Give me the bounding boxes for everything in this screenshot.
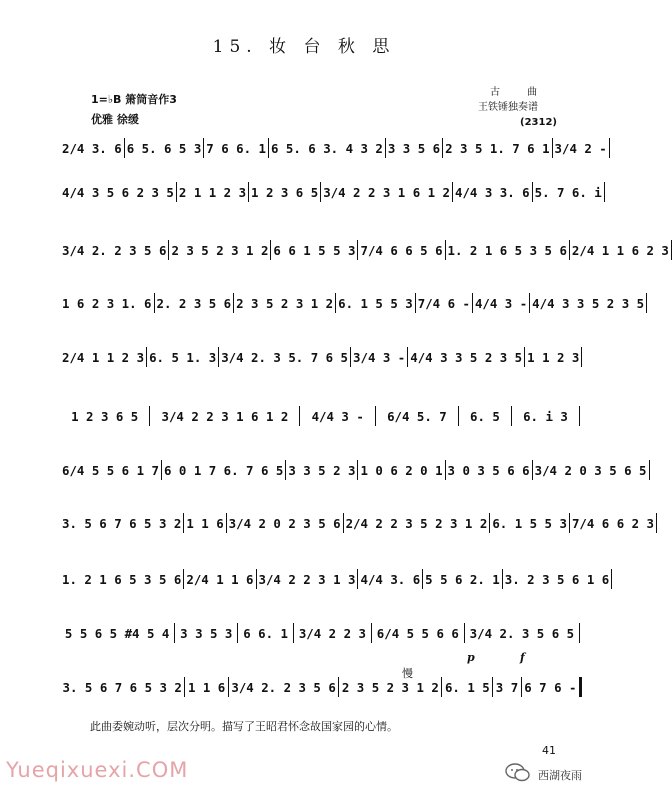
tempo-marking: 优雅 徐缓 <box>91 113 139 126</box>
barline <box>464 623 465 643</box>
staff-line <box>62 395 582 435</box>
measure: 1. 2 1 6 5 3 5 6 <box>447 242 567 258</box>
measure: 3/4 3 - <box>353 349 406 365</box>
measure: 3/4 2 2 3 1 3 <box>258 571 356 587</box>
barline <box>407 347 408 367</box>
site-watermark: Yueqixuexi.COM <box>6 758 189 782</box>
measure: 3/4 2. 2 3 5 6 <box>62 242 167 258</box>
barline <box>524 347 525 367</box>
barline <box>532 182 533 202</box>
barline <box>343 513 344 533</box>
barline <box>233 293 234 313</box>
dynamic-piano: p <box>467 651 475 664</box>
barline <box>442 138 443 158</box>
measure: 4/4 3 - <box>311 408 364 424</box>
barline <box>511 406 512 426</box>
measure: 3/4 2 2 3 1 6 1 2 <box>161 408 289 424</box>
barline <box>609 138 610 158</box>
measure: 1 1 6 <box>187 679 226 695</box>
measure: 6. i 3 <box>523 408 568 424</box>
barline <box>168 240 169 260</box>
measure: 3/4 2 2 3 1 6 1 2 <box>323 184 451 200</box>
measure: 3/4 2. 3 5 6 5 <box>469 625 575 641</box>
measure-row <box>62 676 582 698</box>
barline <box>320 182 321 202</box>
measure: 2 3 5 2 3 1 2 <box>171 242 269 258</box>
account-watermark: 西湖夜雨 <box>538 769 582 782</box>
measure-row <box>62 137 607 159</box>
barline <box>611 569 612 589</box>
dynamic-forte: f <box>520 651 525 664</box>
staff-line <box>62 336 582 376</box>
barline <box>445 240 446 260</box>
measure-row <box>62 568 610 590</box>
barline <box>149 406 150 426</box>
measure: 3/4 2 2 3 <box>298 625 366 641</box>
measure: 4/4 3 3 5 2 3 5 <box>532 295 645 311</box>
measure: 3. 5 6 7 6 5 3 2 <box>62 679 182 695</box>
measure: 1 1 6 <box>186 515 224 531</box>
barline <box>371 623 372 643</box>
barline <box>569 240 570 260</box>
barline <box>458 406 459 426</box>
barline <box>237 623 238 643</box>
measure: 7 6 6. 1 <box>206 140 266 156</box>
page-title: 15. 妆 台 秋 思 <box>212 37 396 57</box>
barline <box>581 347 582 367</box>
measure: 3. 5 6 7 6 5 3 2 <box>62 515 182 531</box>
measure-row <box>62 512 654 534</box>
barline <box>154 293 155 313</box>
key-signature: 1=♭B 箫筒音作3 <box>91 93 177 106</box>
measure: 5 5 6 2. 1 <box>425 571 500 587</box>
measure: 6 0 1 7 6. 7 6 5 <box>163 462 284 478</box>
barline <box>415 293 416 313</box>
measure: 2 3 5 2 3 1 2 <box>236 295 334 311</box>
measure: 1 2 3 6 5 <box>71 408 139 424</box>
barline <box>357 569 358 589</box>
measure: 3/4 2 0 3 5 6 5 <box>534 462 647 478</box>
measure: 7/4 6 6 2 3 <box>571 515 654 531</box>
staff-line <box>62 666 582 706</box>
measure: 6/4 5 5 6 6 <box>376 625 459 641</box>
barline <box>183 569 184 589</box>
barline <box>357 460 358 480</box>
measure-row <box>62 239 669 261</box>
barline <box>422 569 423 589</box>
measure: 3 7 <box>495 679 519 695</box>
arranger-label: 王铁锤独奏谱 <box>478 102 538 113</box>
pickup-note: (2312) <box>520 117 557 128</box>
barline <box>375 406 376 426</box>
measure: 6/4 5. 7 <box>387 408 447 424</box>
barline <box>203 138 204 158</box>
barline <box>646 293 647 313</box>
measure: 1 2 3 6 5 <box>251 184 319 200</box>
measure: 5. 7 6. i <box>534 184 602 200</box>
measure-row <box>62 459 647 481</box>
measure: 3/4 2 - <box>554 140 607 156</box>
measure: 6. 5 <box>470 408 500 424</box>
barline <box>176 182 177 202</box>
barline <box>270 240 271 260</box>
barline <box>226 513 227 533</box>
staff-line <box>62 558 610 598</box>
barline <box>248 182 249 202</box>
measure: 3 3 5 3 <box>180 625 233 641</box>
barline <box>228 677 229 697</box>
measure: 6 5. 6 3. 4 3 2 <box>270 140 383 156</box>
barline <box>452 182 453 202</box>
barline <box>502 569 503 589</box>
staff-line <box>62 449 647 489</box>
barline <box>299 406 300 426</box>
measure: 4/4 3 5 6 2 3 5 <box>62 184 174 200</box>
barline <box>385 138 386 158</box>
measure: 1 1 2 3 <box>527 349 580 365</box>
measure-row <box>62 622 582 644</box>
measure: 1. 2 1 6 5 3 5 6 <box>62 571 182 587</box>
wechat-icon <box>504 762 532 784</box>
staff-line <box>62 612 582 652</box>
measure-row <box>62 181 602 203</box>
barline <box>492 677 493 697</box>
barline <box>579 406 580 426</box>
measure-row <box>62 346 582 368</box>
barline <box>335 293 336 313</box>
measure: 3. 2 3 5 6 1 6 <box>504 571 610 587</box>
measure: 1 0 6 2 0 1 <box>360 462 443 478</box>
page-number: 41 <box>542 744 556 757</box>
measure: 3/4 2 0 2 3 5 6 <box>228 515 341 531</box>
measure: 6 6. 1 <box>243 625 288 641</box>
measure: 4/4 3. 6 <box>360 571 421 587</box>
barline <box>256 569 257 589</box>
measure: 1 6 2 3 1. 6 <box>62 295 152 311</box>
barline <box>268 138 269 158</box>
origin-label: 古 曲 <box>490 87 550 98</box>
measure: 6 7 6 - <box>524 679 577 695</box>
staff-line <box>62 171 602 211</box>
measure-row <box>62 292 645 314</box>
measure: 6 6 1 5 5 3 <box>273 242 356 258</box>
barline <box>521 677 522 697</box>
measure: 2/4 3. 6 <box>62 140 122 156</box>
measure: 4/4 3 3 5 2 3 5 <box>410 349 523 365</box>
measure: 6. 5 1. 3 <box>149 349 217 365</box>
measure: 3/4 2. 3 5. 7 6 5 <box>221 349 349 365</box>
measure: 7/4 6 6 5 6 <box>360 242 443 258</box>
barline <box>161 460 162 480</box>
measure: 2 3 5 1. 7 6 1 <box>445 140 550 156</box>
barline <box>579 623 580 643</box>
barline <box>489 513 490 533</box>
barline <box>183 513 184 533</box>
measure: 4/4 3 3. 6 <box>455 184 530 200</box>
measure: 3 3 5 2 3 <box>288 462 356 478</box>
barline <box>350 347 351 367</box>
barline <box>285 460 286 480</box>
staff-line <box>62 282 645 322</box>
staff-line <box>62 502 654 542</box>
measure: 2/4 1 1 6 2 3 <box>571 242 669 258</box>
measure: 3 3 5 6 <box>387 140 441 156</box>
measure: 6 5. 6 5 3 <box>126 140 202 156</box>
tempo-change-marking: 慢 <box>402 667 413 680</box>
barline <box>532 460 533 480</box>
barline <box>218 347 219 367</box>
barline <box>569 513 570 533</box>
measure: 2/4 1 1 2 3 <box>62 349 145 365</box>
final-barline <box>579 677 582 697</box>
measure: 3 0 3 5 6 6 <box>447 462 530 478</box>
measure: 6/4 5 5 6 1 7 <box>62 462 159 478</box>
barline <box>649 460 650 480</box>
barline <box>146 347 147 367</box>
measure: 4/4 3 - <box>474 295 528 311</box>
measure: 2. 2 3 5 6 <box>156 295 232 311</box>
barline <box>441 677 442 697</box>
barline <box>174 623 175 643</box>
barline <box>184 677 185 697</box>
measure: 6. 1 5 <box>444 679 490 695</box>
measure: 6. 1 5 5 3 <box>338 295 413 311</box>
measure: 2 1 1 2 3 <box>178 184 247 200</box>
measure: 2 3 5 2 3 1 2 <box>341 679 439 695</box>
barline <box>472 293 473 313</box>
measure: 7/4 6 - <box>417 295 470 311</box>
barline <box>357 240 358 260</box>
footnote: 此曲委婉动听，层次分明。描写了王昭君怀念故国家园的心情。 <box>90 720 398 733</box>
measure: 2/4 1 1 6 <box>186 571 254 587</box>
barline <box>338 677 339 697</box>
barline <box>552 138 553 158</box>
barline <box>124 138 125 158</box>
measure: 2/4 2 2 3 5 2 3 1 2 <box>345 515 488 531</box>
measure: 3/4 2. 2 3 5 6 <box>231 679 336 695</box>
barline <box>656 513 657 533</box>
measure: 5 5 6 5 #4 5 4 <box>64 625 170 641</box>
barline <box>293 623 294 643</box>
measure: 6. 1 5 5 3 <box>492 515 567 531</box>
staff-line <box>62 127 607 167</box>
barline <box>529 293 530 313</box>
barline <box>445 460 446 480</box>
staff-line <box>62 229 669 269</box>
measure-row <box>62 405 582 427</box>
barline <box>604 182 605 202</box>
